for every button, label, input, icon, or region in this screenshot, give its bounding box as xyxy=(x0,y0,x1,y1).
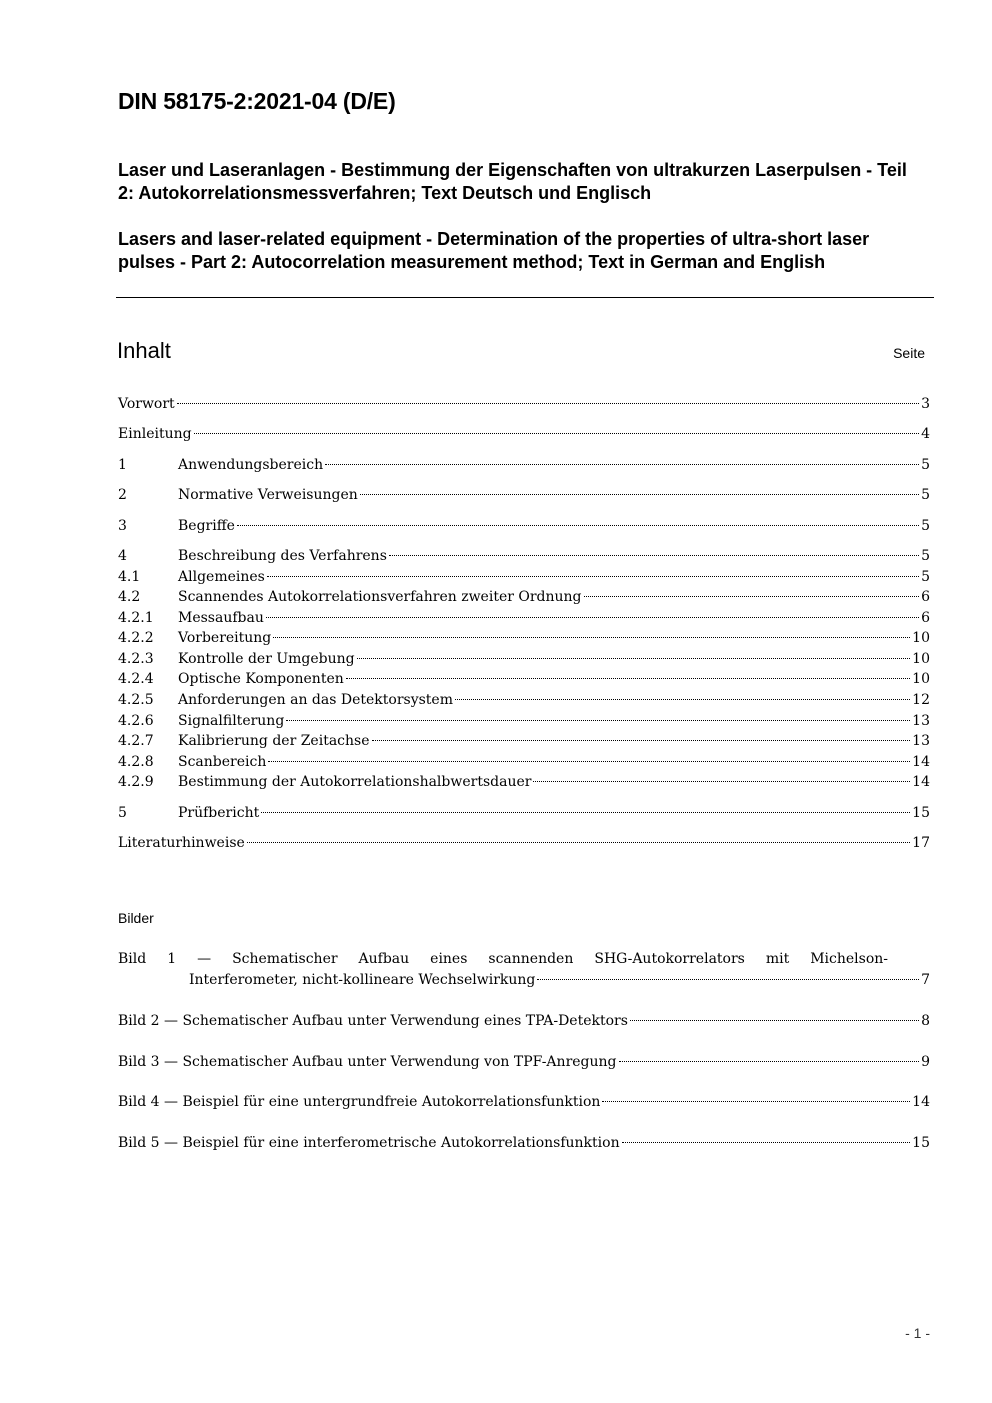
dot-leader xyxy=(537,979,919,980)
toc-entry-number: 1 xyxy=(118,457,127,473)
toc-entry-number: 4.2.3 xyxy=(118,651,154,667)
toc-entry-4[interactable] xyxy=(118,546,930,566)
toc-entry-4-2[interactable] xyxy=(118,587,930,607)
toc-entry-title: Messaufbau xyxy=(178,610,264,626)
toc-entry-title: Kalibrierung der Zeitachse xyxy=(178,733,370,749)
toc-entry-title: Scanbereich xyxy=(178,754,267,770)
title-divider xyxy=(116,297,934,298)
toc-entry-title: Prüfbericht xyxy=(178,805,260,821)
toc-entry-4-2-9[interactable] xyxy=(118,772,930,792)
toc-entry-page: 5 xyxy=(921,548,930,564)
toc-entry-page: 4 xyxy=(921,426,930,442)
toc-entry-title: Signalfilterung xyxy=(178,713,285,729)
toc-entry-vorwort[interactable] xyxy=(118,394,930,414)
toc-entry-number: 4.2.1 xyxy=(118,610,154,626)
figure-entry-page: 9 xyxy=(921,1054,930,1070)
dot-leader xyxy=(273,637,910,638)
toc-entry-page: 10 xyxy=(912,630,930,646)
toc-entry-title: Scannendes Autokorrelationsverfahren zweiter Ordnung xyxy=(178,589,582,605)
figure-entry-1-line1[interactable]: Bild 1 — Schematischer Aufbau eines scannenden SHG-Autokorrelators mit Michelson- xyxy=(118,951,888,967)
toc-entry-page: 13 xyxy=(912,713,930,729)
toc-entry-page: 10 xyxy=(912,651,930,667)
dot-leader xyxy=(619,1061,920,1062)
toc-entry-4-2-5[interactable] xyxy=(118,690,930,710)
toc-entry-4-2-3[interactable] xyxy=(118,649,930,669)
toc-entry-page: 12 xyxy=(912,692,930,708)
dot-leader xyxy=(622,1142,911,1143)
toc-entry-page: 13 xyxy=(912,733,930,749)
figure-entry-title: Interferometer, nicht-kollineare Wechselwirkung xyxy=(189,972,536,988)
toc-entry-number: 4.2.5 xyxy=(118,692,154,708)
toc-entry-title: Bestimmung der Autokorrelationshalbwertsdauer xyxy=(178,774,532,790)
toc-entry-page: 5 xyxy=(921,569,930,585)
toc-entry-page: 6 xyxy=(921,589,930,605)
toc-entry-number: 4.2.6 xyxy=(118,713,154,729)
toc-heading: Inhalt xyxy=(117,338,171,363)
toc-page-label: Seite xyxy=(893,345,925,361)
dot-leader xyxy=(630,1020,919,1021)
toc-entry-number: 3 xyxy=(118,518,127,534)
title-german: Laser und Laseranlagen - Bestimmung der Eigenschaften von ultrakurzen Laserpulsen - Teil 2: Autokorrelationsmessverfahren; Text Deutsch und Englisch xyxy=(118,160,907,203)
figure-entry-5[interactable] xyxy=(118,1133,930,1153)
toc-entry-4-2-8[interactable] xyxy=(118,752,930,772)
figure-entry-2[interactable] xyxy=(118,1011,930,1031)
toc-entry-4-2-4[interactable] xyxy=(118,669,930,689)
toc-entry-number: 5 xyxy=(118,805,127,821)
figure-entry-title: Bild 2 — Schematischer Aufbau unter Verwendung eines TPA-Detektors xyxy=(118,1013,628,1029)
toc-entry-5[interactable] xyxy=(118,803,930,823)
figure-entry-page: 8 xyxy=(921,1013,930,1029)
figure-entry-title: Bild 5 — Beispiel für eine interferometrische Autokorrelationsfunktion xyxy=(118,1135,620,1151)
toc-entry-literaturhinweise[interactable] xyxy=(118,833,930,853)
dot-leader xyxy=(177,403,919,404)
toc-entry-4-1[interactable] xyxy=(118,567,930,587)
dot-leader xyxy=(389,555,919,556)
dot-leader xyxy=(346,678,910,679)
toc-entry-4-2-7[interactable] xyxy=(118,731,930,751)
toc-entry-number: 4.2 xyxy=(118,589,141,605)
dot-leader xyxy=(286,720,910,721)
dot-leader xyxy=(360,494,919,495)
toc-entry-title: Normative Verweisungen xyxy=(178,487,358,503)
figures-heading: Bilder xyxy=(118,910,154,926)
figure-entry-page: 7 xyxy=(921,972,930,988)
figure-entry-3[interactable] xyxy=(118,1052,930,1072)
dot-leader xyxy=(533,781,910,782)
figure-entry-1-line2[interactable] xyxy=(189,970,930,990)
figure-entry-title: Bild 4 — Beispiel für eine untergrundfreie Autokorrelationsfunktion xyxy=(118,1094,601,1110)
toc-entry-page: 14 xyxy=(912,754,930,770)
figure-entry-4[interactable] xyxy=(118,1092,930,1112)
toc-entry-number: 4.2.2 xyxy=(118,630,154,646)
toc-entry-page: 14 xyxy=(912,774,930,790)
dot-leader xyxy=(455,699,910,700)
dot-leader xyxy=(194,433,920,434)
page-number: - 1 - xyxy=(905,1325,930,1341)
toc-entry-page: 15 xyxy=(912,805,930,821)
toc-entry-page: 17 xyxy=(912,835,930,851)
dot-leader xyxy=(325,464,919,465)
toc-entry-page: 5 xyxy=(921,487,930,503)
toc-entry-number: 4.1 xyxy=(118,569,141,585)
toc-entry-page: 3 xyxy=(921,396,930,412)
dot-leader xyxy=(268,761,910,762)
toc-entry-number: 4 xyxy=(118,548,127,564)
toc-entry-number: 4.2.9 xyxy=(118,774,154,790)
toc-entry-number: 2 xyxy=(118,487,127,503)
toc-entry-title: Begriffe xyxy=(178,518,235,534)
dot-leader xyxy=(266,617,919,618)
toc-entry-1[interactable] xyxy=(118,455,930,475)
toc-entry-title: Allgemeines xyxy=(178,569,265,585)
toc-entry-title: Vorbereitung xyxy=(178,630,272,646)
dot-leader xyxy=(267,576,919,577)
title-english: Lasers and laser-related equipment - Determination of the properties of ultra-short laser pulses - Part 2: Autocorrelation measurement method; Text in German and English xyxy=(118,229,870,272)
dot-leader xyxy=(237,525,919,526)
figure-entry-page: 15 xyxy=(912,1135,930,1151)
toc-entry-page: 5 xyxy=(921,457,930,473)
toc-entry-3[interactable] xyxy=(118,516,930,536)
toc-entry-4-2-6[interactable] xyxy=(118,711,930,731)
toc-entry-title: Vorwort xyxy=(118,396,175,412)
toc-entry-title: Anwendungsbereich xyxy=(178,457,324,473)
toc-entry-page: 6 xyxy=(921,610,930,626)
dot-leader xyxy=(357,658,911,659)
toc-entry-2[interactable] xyxy=(118,485,930,505)
toc-entry-title: Anforderungen an das Detektorsystem xyxy=(178,692,453,708)
toc-entry-number: 4.2.8 xyxy=(118,754,154,770)
dot-leader xyxy=(247,842,910,843)
toc-entry-page: 10 xyxy=(912,671,930,687)
dot-leader xyxy=(261,812,910,813)
toc-entry-page: 5 xyxy=(921,518,930,534)
toc-entry-title: Kontrolle der Umgebung xyxy=(178,651,355,667)
dot-leader xyxy=(584,596,920,597)
dot-leader xyxy=(372,740,911,741)
figure-entry-page: 14 xyxy=(912,1094,930,1110)
document-title: DIN 58175-2:2021-04 (D/E) xyxy=(118,88,396,114)
toc-entry-number: 4.2.4 xyxy=(118,671,154,687)
figure-entry-title: Bild 3 — Schematischer Aufbau unter Verwendung von TPF-Anregung xyxy=(118,1054,617,1070)
toc-entry-title: Einleitung xyxy=(118,426,192,442)
toc-entry-einleitung[interactable] xyxy=(118,424,930,444)
dot-leader xyxy=(602,1101,910,1102)
toc-entry-4-2-2[interactable] xyxy=(118,628,930,648)
toc-entry-title: Beschreibung des Verfahrens xyxy=(178,548,387,564)
toc-entry-number: 4.2.7 xyxy=(118,733,154,749)
toc-entry-4-2-1[interactable] xyxy=(118,608,930,628)
toc-entry-title: Optische Komponenten xyxy=(178,671,344,687)
toc-entry-title: Literaturhinweise xyxy=(118,835,245,851)
